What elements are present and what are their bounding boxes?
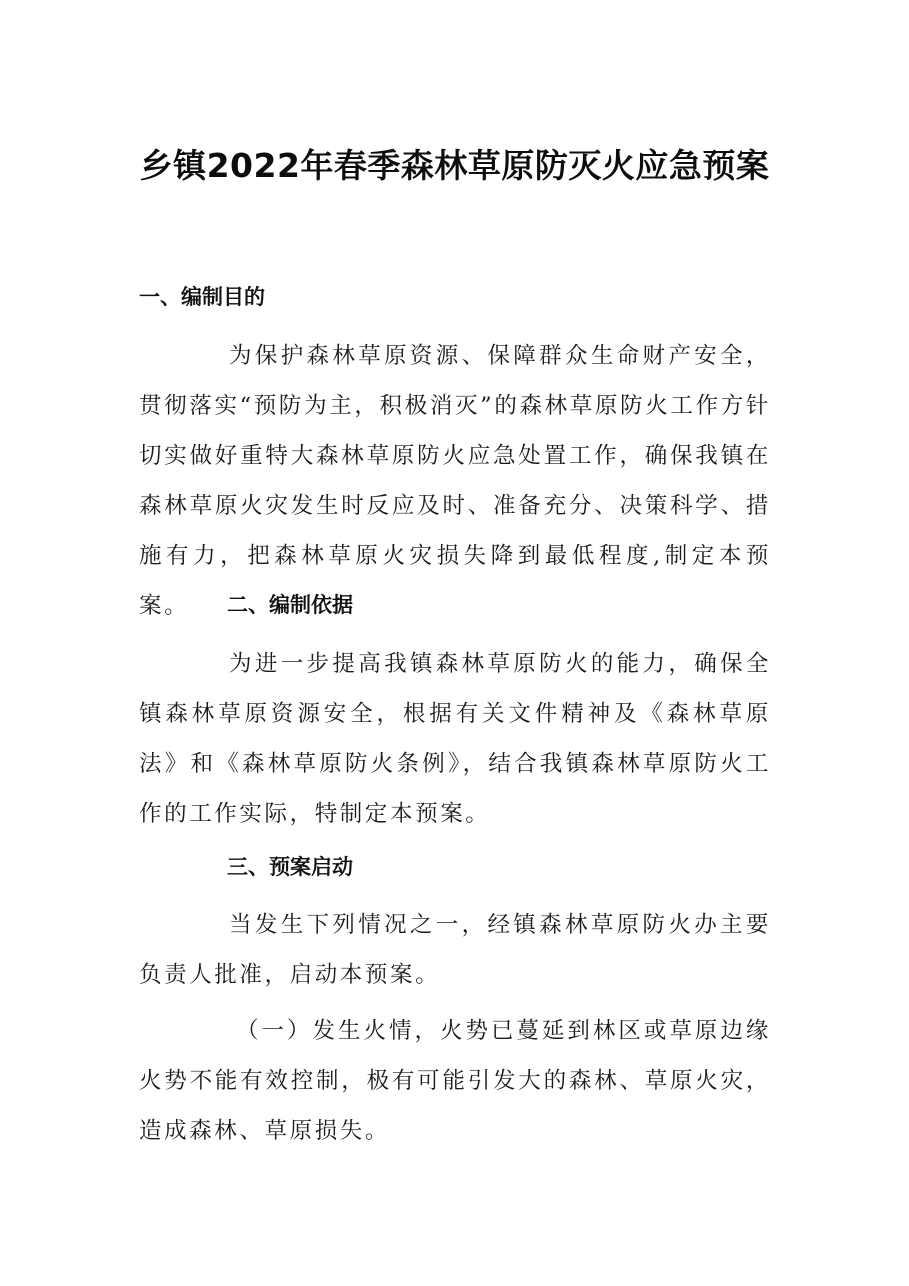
section-heading-purpose: 一、编制目的 — [139, 285, 265, 309]
section-heading-activation: 三、预案启动 — [227, 855, 353, 879]
paragraph-purpose: 为保护森林草原资源、保障群众生命财产安全，贯彻落实“预防为主，积极消灭”的森林草原防火工作方针切实做好重特大森林草原防火应急处置工作，确保我镇在森林草原火灾发生时反应及时、准备充分、决策科学、措施有力，把森林草原火灾损失降到最低程度,制定本预案。 — [139, 343, 771, 619]
section-heading-basis: 二、编制依据 — [227, 593, 353, 617]
paragraph-activation-intro: 当发生下列情况之一，经镇森林草原防火办主要负责人批准，启动本预案。 — [139, 912, 771, 988]
paragraph-basis: 为进一步提高我镇森林草原防火的能力，确保全镇森林草原资源安全，根据有关文件精神及《森林草原法》和《森林草原防火条例》，结合我镇森林草原防火工作的工作实际，特制定本预案。 — [139, 651, 771, 827]
document-title: 乡镇2022年春季森林草原防灭火应急预案 — [139, 146, 770, 185]
paragraph-activation-item-1: （一）发生火情，火势已蔓延到林区或草原边缘火势不能有效控制，极有可能引发大的森林、草原火灾，造成森林、草原损失。 — [139, 1018, 771, 1144]
